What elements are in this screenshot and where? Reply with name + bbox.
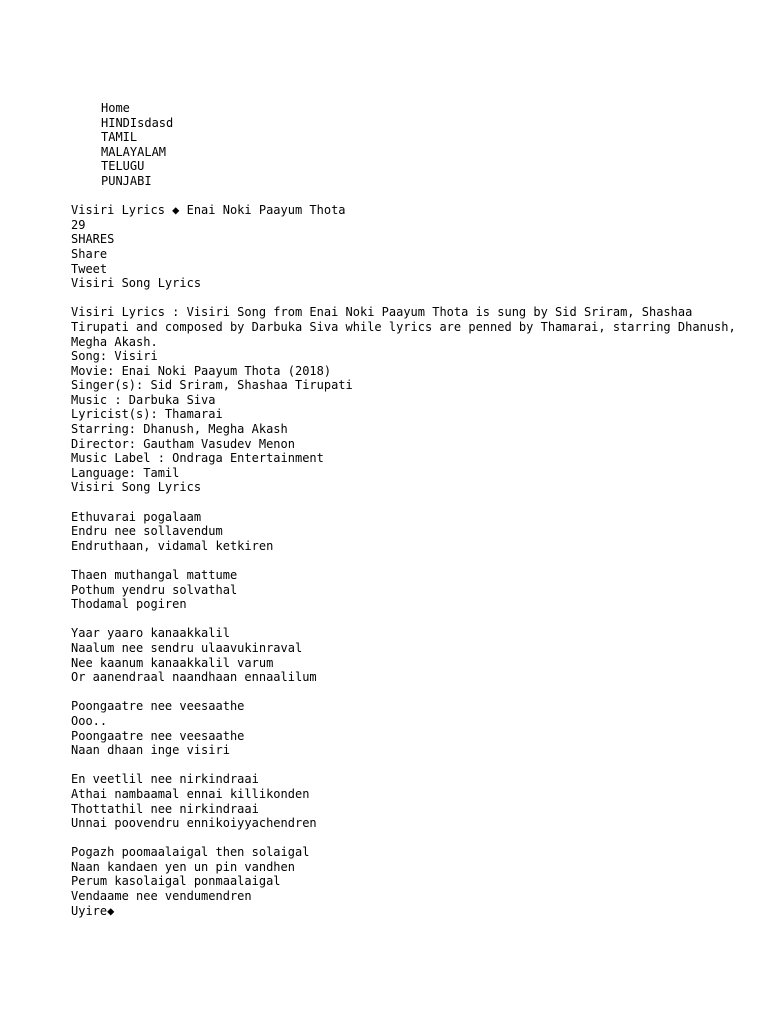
detail-music: Music : Darbuka Siva bbox=[71, 392, 216, 407]
nav-item-malayalam[interactable]: MALAYALAM bbox=[101, 144, 167, 159]
lyric-line: Endruthaan, vidamal ketkiren bbox=[71, 538, 274, 553]
article-header bbox=[71, 203, 751, 291]
nav-item-tamil[interactable]: TAMIL bbox=[101, 130, 138, 145]
lyrics-stanza bbox=[71, 772, 751, 830]
lyrics-body bbox=[71, 510, 751, 919]
lyric-line: Pothum yendru solvathal bbox=[71, 582, 238, 597]
lyric-line: Athai nambaamal ennai killikonden bbox=[71, 786, 310, 801]
lyric-line: Thottathil nee nirkindraai bbox=[71, 801, 259, 816]
nav-item-hindi[interactable]: HINDIsdasd bbox=[101, 115, 174, 130]
lyric-line: Or aanendraal naandhaan ennaalilum bbox=[71, 670, 317, 685]
nav-item-punjabi[interactable]: PUNJABI bbox=[101, 173, 152, 188]
lyrics-stanza bbox=[71, 568, 751, 612]
detail-movie: Movie: Enai Noki Paayum Thota (2018) bbox=[71, 363, 332, 378]
lyric-line: Yaar yaaro kanaakkalil bbox=[71, 626, 230, 641]
subtitle: Visiri Song Lyrics bbox=[71, 276, 202, 291]
detail-director: Director: Gautham Vasudev Menon bbox=[71, 436, 295, 451]
tweet-link[interactable]: Tweet bbox=[71, 261, 108, 276]
shares-label: SHARES bbox=[71, 232, 115, 247]
lyric-line: Ooo.. bbox=[71, 713, 108, 728]
lyric-line: En veetlil nee nirkindraai bbox=[71, 772, 259, 787]
detail-language: Language: Tamil bbox=[71, 465, 180, 480]
lyrics-stanza bbox=[71, 845, 751, 918]
detail-lyricist: Lyricist(s): Thamarai bbox=[71, 407, 223, 422]
nav-menu bbox=[101, 101, 751, 189]
lyric-line: Pogazh poomaalaigal then solaigal bbox=[71, 845, 310, 860]
lyric-line: Nee kaanum kanaakkalil varum bbox=[71, 655, 274, 670]
lyric-line: Ethuvarai pogalaam bbox=[71, 509, 202, 524]
share-link[interactable]: Share bbox=[71, 246, 108, 261]
intro-paragraph: Visiri Lyrics : Visiri Song from Enai Noki Paayum Thota is sung by Sid Sriram, Shashaa Tirupati and composed by Darbuka Siva while lyrics are penned by Thamarai, starring Dhanush, Megha Akash. bbox=[71, 305, 736, 349]
lyric-line: Naalum nee sendru ulaavukinraval bbox=[71, 640, 303, 655]
detail-singers: Singer(s): Sid Sriram, Shashaa Tirupati bbox=[71, 378, 353, 393]
page-content bbox=[71, 101, 751, 918]
page-title: Visiri Lyrics ◆ Enai Noki Paayum Thota bbox=[71, 203, 346, 218]
lyrics-stanza bbox=[71, 699, 751, 757]
spacer bbox=[71, 495, 751, 510]
spacer bbox=[71, 291, 751, 306]
lyric-line: Endru nee sollavendum bbox=[71, 524, 223, 539]
lyric-line: Poongaatre nee veesaathe bbox=[71, 699, 245, 714]
detail-label: Music Label : Ondraga Entertainment bbox=[71, 451, 324, 466]
lyric-line: Perum kasolaigal ponmaalaigal bbox=[71, 874, 281, 889]
lyrics-heading: Visiri Song Lyrics bbox=[71, 480, 202, 495]
lyric-line: Vendaame nee vendumendren bbox=[71, 889, 252, 904]
lyric-line: Naan kandaen yen un pin vandhen bbox=[71, 859, 295, 874]
nav-item-telugu[interactable]: TELUGU bbox=[101, 159, 145, 174]
detail-starring: Starring: Dhanush, Megha Akash bbox=[71, 422, 288, 437]
share-count: 29 bbox=[71, 217, 86, 232]
song-details bbox=[71, 349, 751, 495]
lyric-line: Unnai poovendru ennikoiyyachendren bbox=[71, 816, 317, 831]
lyric-line: Uyire◆ bbox=[71, 903, 115, 918]
lyric-line: Thaen muthangal mattume bbox=[71, 568, 238, 582]
nav-item-home[interactable]: Home bbox=[101, 101, 130, 115]
lyric-line: Naan dhaan inge visiri bbox=[71, 743, 230, 758]
lyrics-stanza bbox=[71, 510, 751, 554]
lyrics-stanza bbox=[71, 626, 751, 684]
lyric-line: Thodamal pogiren bbox=[71, 597, 187, 612]
lyric-line: Poongaatre nee veesaathe bbox=[71, 728, 245, 743]
detail-song: Song: Visiri bbox=[71, 349, 158, 364]
